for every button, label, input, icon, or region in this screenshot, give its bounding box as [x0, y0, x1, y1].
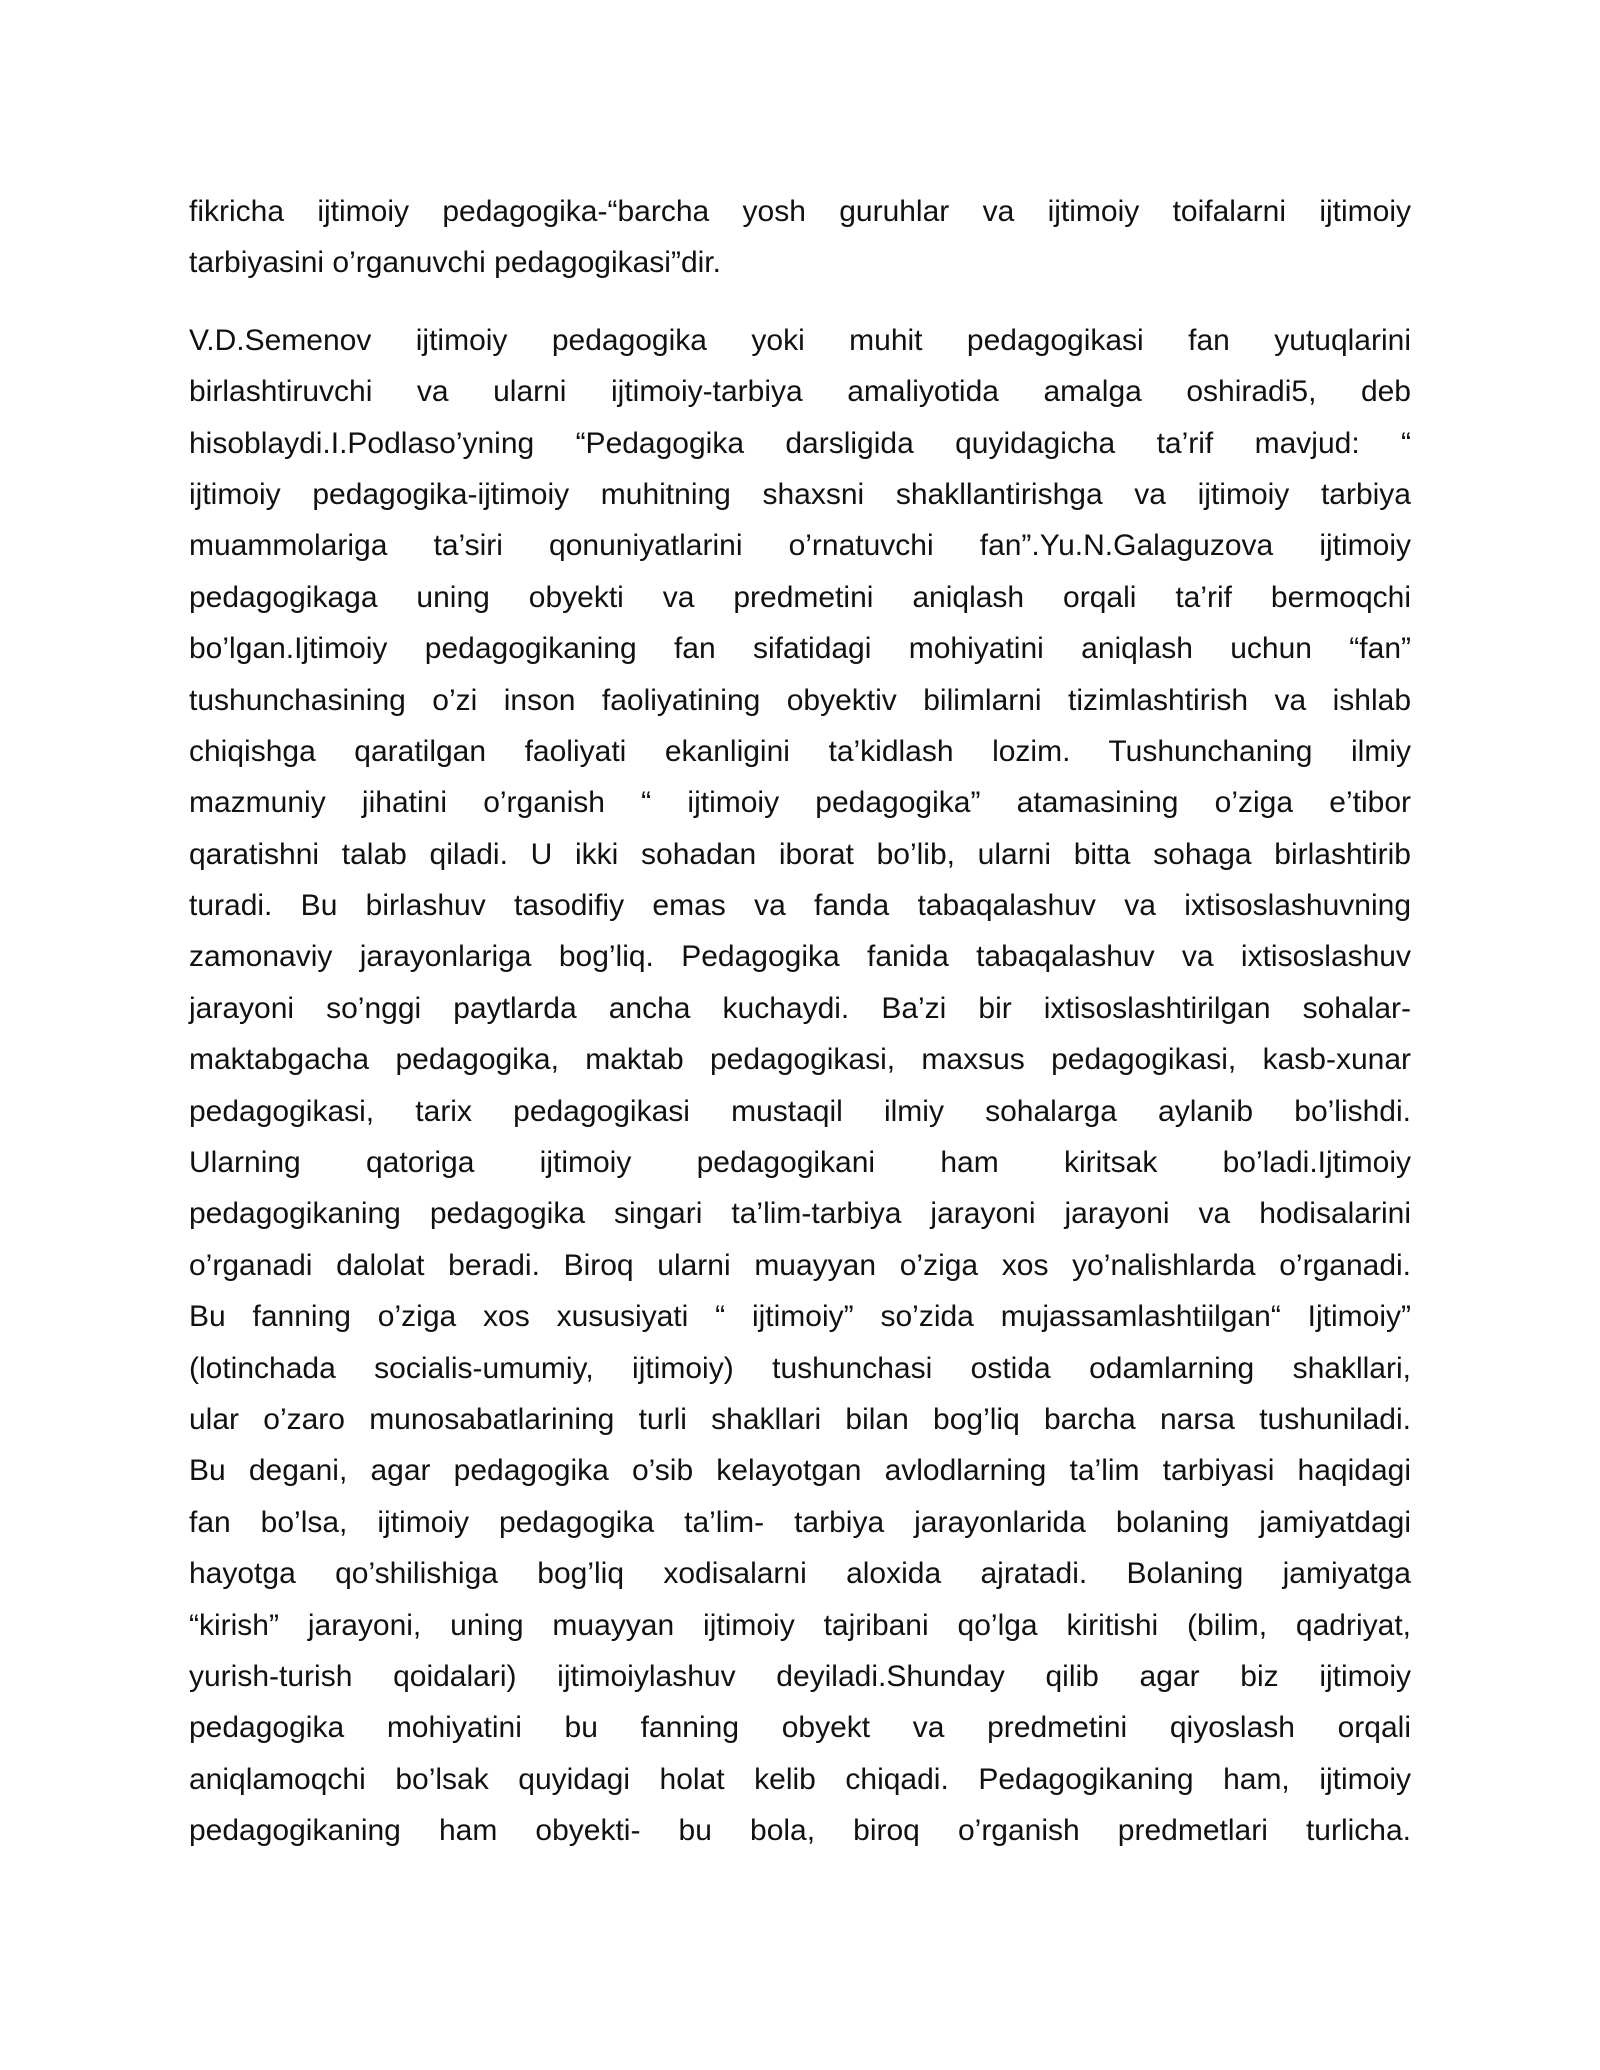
- text-line: ijtimoiy pedagogika-ijtimoiy muhitning shaxsni shakllantirishga va ijtimoiy tarbiya: [189, 477, 1411, 511]
- text-line: “kirish” jarayoni, uning muayyan ijtimoiy tajribani qo’lga kiritishi (bilim, qadriyat,: [189, 1608, 1411, 1642]
- text-line: aniqlamoqchi bo’lsak quyidagi holat kelib chiqadi. Pedagogikaning ham, ijtimoiy: [189, 1762, 1411, 1796]
- text-line: mazmuniy jihatini o’rganish “ ijtimoiy pedagogika” atamasining o’ziga e’tibor: [189, 786, 1411, 820]
- text-line: (lotinchada socialis-umumiy, ijtimoiy) tushunchasi ostida odamlarning shakllari,: [189, 1351, 1411, 1385]
- text-line: jarayoni so’nggi paytlarda ancha kuchaydi. Ba’zi bir ixtisoslashtirilgan sohalar-: [189, 991, 1411, 1025]
- text-line: tushunchasining o’zi inson faoliyatining obyektiv bilimlarni tizimlashtirish va ishlab: [189, 683, 1411, 717]
- text-line: birlashtiruvchi va ularni ijtimoiy-tarbiya amaliyotida amalga oshiradi5, deb: [189, 375, 1411, 409]
- text-line: Bu degani, agar pedagogika o’sib kelayotgan avlodlarning ta’lim tarbiyasi haqidagi: [189, 1454, 1411, 1488]
- text-line: pedagogika mohiyatini bu fanning obyekt va predmetini qiyoslash orqali: [189, 1711, 1411, 1745]
- text-line: bo’lgan.Ijtimoiy pedagogikaning fan sifatidagi mohiyatini aniqlash uchun “fan”: [189, 632, 1411, 666]
- text-line: V.D.Semenov ijtimoiy pedagogika yoki muhit pedagogikasi fan yutuqlarini: [189, 323, 1411, 357]
- text-line: pedagogikasi, tarix pedagogikasi mustaqil ilmiy sohalarga aylanib bo’lishdi.: [189, 1094, 1411, 1128]
- text-line: pedagogikaning ham obyekti- bu bola, biroq o’rganish predmetlari turlicha.: [189, 1814, 1411, 1848]
- text-line: hayotga qo’shilishiga bog’liq xodisalarni aloxida ajratadi. Bolaning jamiyatga: [189, 1557, 1411, 1591]
- text-line: o’rganadi dalolat beradi. Biroq ularni muayyan o’ziga xos yo’nalishlarda o’rganadi.: [189, 1248, 1411, 1282]
- text-line: pedagogikaning pedagogika singari ta’lim-tarbiya jarayoni jarayoni va hodisalarini: [189, 1197, 1411, 1231]
- text-line: maktabgacha pedagogika, maktab pedagogikasi, maxsus pedagogikasi, kasb-xunar: [189, 1043, 1411, 1077]
- text-line: turadi. Bu birlashuv tasodifiy emas va fanda tabaqalashuv va ixtisoslashuvning: [189, 889, 1411, 923]
- text-line: zamonaviy jarayonlariga bog’liq. Pedagogika fanida tabaqalashuv va ixtisoslashuv: [189, 940, 1411, 974]
- text-line: muammolariga ta’siri qonuniyatlarini o’rnatuvchi fan”.Yu.N.Galaguzova ijtimoiy: [189, 529, 1411, 563]
- text-line: chiqishga qaratilgan faoliyati ekanligini ta’kidlash lozim. Tushunchaning ilmiy: [189, 734, 1411, 768]
- document-body: [189, 186, 1411, 1883]
- text-line: hisoblaydi.I.Podlaso’yning “Pedagogika darsligida quyidagicha ta’rif mavjud: “: [189, 426, 1411, 460]
- text-line: qaratishni talab qiladi. U ikki sohadan iborat bo’lib, ularni bitta sohaga birlashtirib: [189, 837, 1411, 871]
- text-line: pedagogikaga uning obyekti va predmetini aniqlash orqali ta’rif bermoqchi: [189, 580, 1411, 614]
- text-line: tarbiyasini o’rganuvchi pedagogikasi”dir.: [189, 246, 721, 280]
- text-line: fikricha ijtimoiy pedagogika-“barcha yosh guruhlar va ijtimoiy toifalarni ijtimoiy: [189, 195, 1411, 228]
- text-line: fan bo’lsa, ijtimoiy pedagogika ta’lim- tarbiya jarayonlarida bolaning jamiyatdagi: [189, 1505, 1411, 1539]
- text-line: ular o’zaro munosabatlarining turli shakllari bilan bog’liq barcha narsa tushuniladi.: [189, 1402, 1411, 1436]
- text-line: Bu fanning o’ziga xos xususiyati “ ijtimoiy” so’zida mujassamlashtiilgan“ Ijtimoiy”: [189, 1300, 1411, 1334]
- paragraph-2: [189, 315, 1411, 1857]
- paragraph-1: [189, 186, 1411, 289]
- text-line: Ularning qatoriga ijtimoiy pedagogikani ham kiritsak bo’ladi.Ijtimoiy: [189, 1146, 1411, 1180]
- text-line: yurish-turish qoidalari) ijtimoiylashuv deyiladi.Shunday qilib agar biz ijtimoiy: [189, 1659, 1411, 1693]
